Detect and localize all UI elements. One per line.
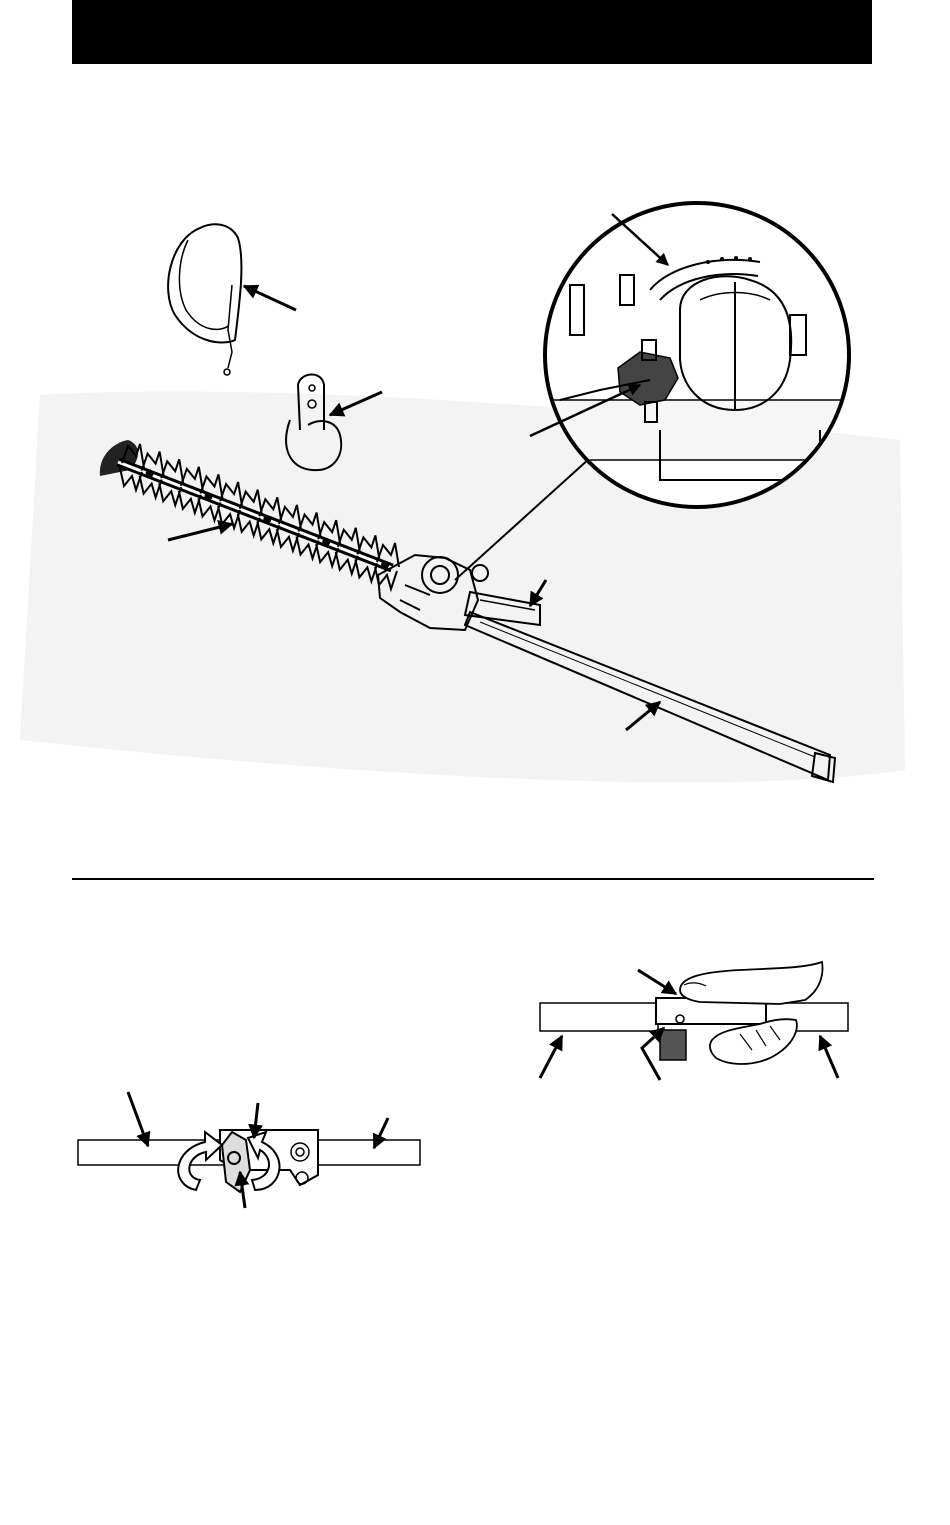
hold-left-shaft	[540, 1003, 658, 1031]
upper-hand	[680, 962, 822, 1004]
hold-right-callout-arrow	[820, 1036, 838, 1078]
lower-hand	[710, 1019, 797, 1064]
hold-left-callout-arrow	[540, 1036, 562, 1078]
hand-callout-arrow	[638, 970, 676, 994]
